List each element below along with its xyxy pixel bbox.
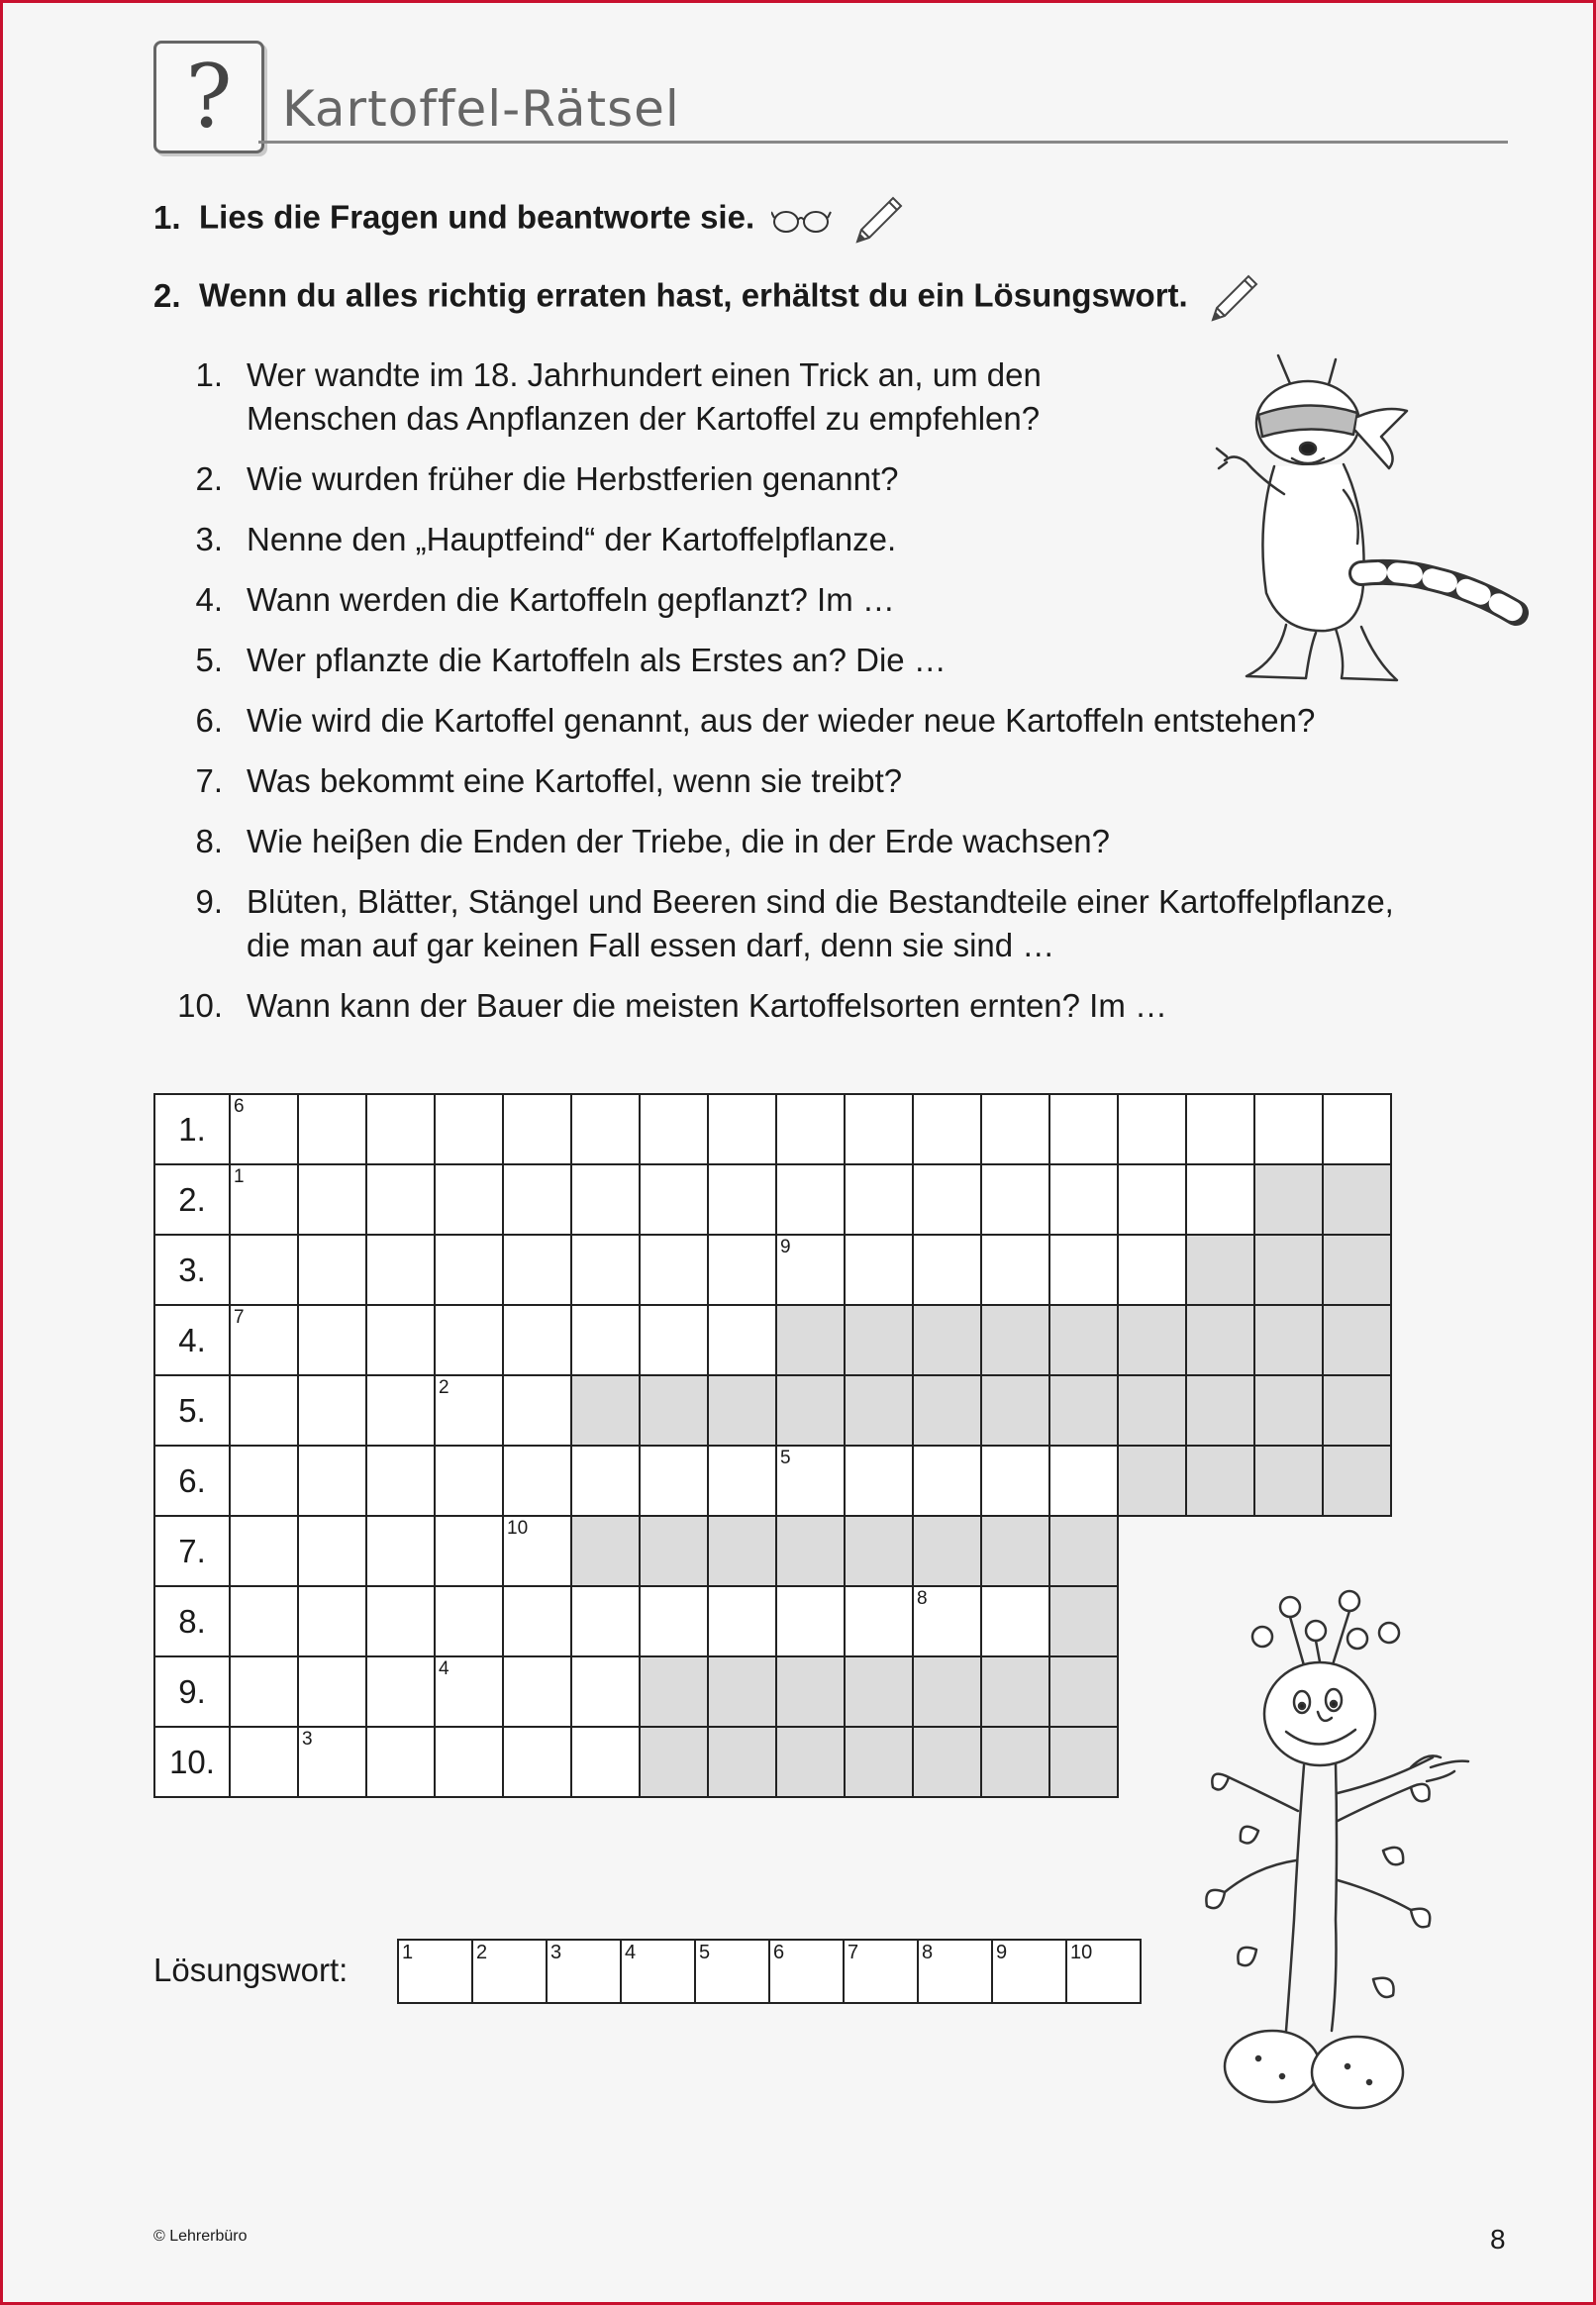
empty-space — [1118, 1656, 1186, 1727]
shaded-cell — [913, 1727, 981, 1797]
empty-space — [1186, 1516, 1254, 1586]
letter-cell[interactable] — [230, 1727, 298, 1797]
letter-cell[interactable] — [640, 1164, 708, 1235]
solution-box[interactable] — [992, 1940, 1066, 2003]
letter-cell[interactable] — [503, 1727, 571, 1797]
empty-space — [1118, 1586, 1186, 1656]
row-label: 10. — [154, 1727, 230, 1797]
question-text: Wann kann der Bauer die meisten Kartoffelsorten ernten? Im … — [247, 987, 1167, 1024]
empty-space — [1118, 1516, 1186, 1586]
letter-cell[interactable] — [776, 1164, 845, 1235]
letter-cell[interactable] — [298, 1516, 366, 1586]
solution-box-number: 1 — [402, 1942, 414, 1963]
solution-boxes — [397, 1939, 1142, 2004]
shaded-cell — [845, 1727, 913, 1797]
solution-box[interactable] — [844, 1940, 918, 2003]
shaded-cell — [845, 1516, 913, 1586]
solution-box-number: 7 — [848, 1942, 859, 1963]
shaded-cell — [981, 1727, 1049, 1797]
shaded-cell — [913, 1305, 981, 1375]
letter-cell[interactable] — [230, 1235, 298, 1305]
letter-cell[interactable] — [503, 1446, 571, 1516]
letter-cell[interactable] — [913, 1446, 981, 1516]
solution-box-number: 9 — [996, 1942, 1008, 1963]
letter-cell[interactable] — [298, 1586, 366, 1656]
empty-space — [1323, 1516, 1391, 1586]
shaded-cell — [708, 1727, 776, 1797]
question-text: Wann werden die Kartoffeln gepflanzt? Im … — [247, 581, 895, 618]
question-text: Wie heiβen die Enden der Triebe, die in der Erde wachsen? — [247, 823, 1111, 859]
glasses-icon — [771, 204, 833, 236]
pencil-icon — [1205, 270, 1260, 326]
letter-cell[interactable] — [366, 1586, 435, 1656]
letter-cell[interactable] — [435, 1727, 503, 1797]
letter-cell[interactable] — [845, 1235, 913, 1305]
grid-row — [154, 1164, 1391, 1235]
letter-cell[interactable] — [571, 1656, 640, 1727]
letter-cell[interactable] — [503, 1094, 571, 1164]
letter-cell[interactable] — [230, 1586, 298, 1656]
question-text: Blüten, Blätter, Stängel und Beeren sind die Bestandteile einer Kartoffelpflanze, — [247, 883, 1394, 920]
letter-cell[interactable] — [230, 1164, 298, 1235]
letter-cell[interactable] — [981, 1235, 1049, 1305]
solution-box[interactable] — [918, 1940, 992, 2003]
shaded-cell — [640, 1375, 708, 1446]
potato-plant-illustration — [1199, 1583, 1536, 2157]
question-number: 1. — [195, 356, 223, 393]
question-mark-icon: ? — [153, 41, 264, 153]
page-number: 8 — [1490, 2224, 1506, 2255]
question-number: 7. — [195, 762, 223, 799]
row-label: 8. — [154, 1586, 230, 1656]
shaded-cell — [640, 1516, 708, 1586]
letter-cell[interactable] — [298, 1305, 366, 1375]
shaded-cell — [776, 1516, 845, 1586]
letter-cell[interactable] — [366, 1375, 435, 1446]
letter-cell[interactable] — [298, 1727, 366, 1797]
letter-cell[interactable] — [230, 1094, 298, 1164]
question-text: Was bekommt eine Kartoffel, wenn sie treibt? — [247, 762, 903, 799]
letter-cell[interactable] — [366, 1164, 435, 1235]
shaded-cell — [708, 1375, 776, 1446]
letter-cell[interactable] — [1049, 1446, 1118, 1516]
letter-cell[interactable] — [571, 1235, 640, 1305]
letter-cell[interactable] — [981, 1586, 1049, 1656]
letter-cell[interactable] — [640, 1586, 708, 1656]
shaded-cell — [1186, 1375, 1254, 1446]
letter-cell[interactable] — [366, 1446, 435, 1516]
task-1 — [153, 192, 905, 248]
letter-cell[interactable] — [776, 1446, 845, 1516]
shaded-cell — [845, 1375, 913, 1446]
solution-index-number: 7 — [234, 1307, 245, 1328]
shaded-cell — [640, 1656, 708, 1727]
letter-cell[interactable] — [1118, 1235, 1186, 1305]
letter-cell[interactable] — [1049, 1094, 1118, 1164]
letter-cell[interactable] — [640, 1305, 708, 1375]
row-label: 6. — [154, 1446, 230, 1516]
grid-row — [154, 1094, 1391, 1164]
question-text: Wie wurden früher die Herbstferien genannt? — [247, 460, 899, 497]
shaded-cell — [1186, 1305, 1254, 1375]
solution-label: Lösungswort: — [153, 1952, 349, 1988]
shaded-cell — [708, 1656, 776, 1727]
shaded-cell — [981, 1375, 1049, 1446]
question-text: Menschen das Anpflanzen der Kartoffel zu empfehlen? — [247, 400, 1041, 437]
letter-cell[interactable] — [571, 1094, 640, 1164]
solution-box[interactable] — [547, 1940, 621, 2003]
letter-cell[interactable] — [1049, 1235, 1118, 1305]
shaded-cell — [1049, 1516, 1118, 1586]
shaded-cell — [1323, 1305, 1391, 1375]
letter-cell[interactable] — [230, 1446, 298, 1516]
letter-cell[interactable] — [230, 1305, 298, 1375]
shaded-cell — [1254, 1446, 1323, 1516]
question-number: 2. — [195, 460, 223, 497]
question-number: 4. — [195, 581, 223, 618]
letter-cell[interactable] — [571, 1446, 640, 1516]
shaded-cell — [845, 1656, 913, 1727]
grid-row — [154, 1516, 1391, 1586]
shaded-cell — [1186, 1446, 1254, 1516]
shaded-cell — [1323, 1375, 1391, 1446]
letter-cell[interactable] — [298, 1094, 366, 1164]
letter-cell[interactable] — [230, 1375, 298, 1446]
letter-cell[interactable] — [776, 1094, 845, 1164]
letter-cell[interactable] — [435, 1164, 503, 1235]
question-text: Wie wird die Kartoffel genannt, aus der wieder neue Kartoffeln entstehen? — [247, 702, 1316, 739]
question-number: 3. — [195, 521, 223, 557]
shaded-cell — [1186, 1235, 1254, 1305]
question-item — [161, 699, 1528, 743]
empty-space — [1254, 1516, 1323, 1586]
solution-index-number: 5 — [780, 1448, 791, 1468]
solution-index-number: 4 — [439, 1658, 449, 1679]
row-label: 2. — [154, 1164, 230, 1235]
letter-cell[interactable] — [571, 1586, 640, 1656]
letter-cell[interactable] — [776, 1235, 845, 1305]
shaded-cell — [1254, 1375, 1323, 1446]
row-label: 4. — [154, 1305, 230, 1375]
letter-cell[interactable] — [1254, 1094, 1323, 1164]
letter-cell[interactable] — [708, 1305, 776, 1375]
letter-cell[interactable] — [845, 1094, 913, 1164]
solution-index-number: 3 — [302, 1729, 313, 1750]
letter-cell[interactable] — [435, 1235, 503, 1305]
letter-cell[interactable] — [503, 1375, 571, 1446]
letter-cell[interactable] — [298, 1235, 366, 1305]
letter-cell[interactable] — [503, 1656, 571, 1727]
question-number: 5. — [195, 642, 223, 678]
raccoon-illustration — [1187, 346, 1544, 692]
letter-cell[interactable] — [1323, 1094, 1391, 1164]
letter-cell[interactable] — [298, 1656, 366, 1727]
shaded-cell — [1049, 1727, 1118, 1797]
letter-cell[interactable] — [913, 1586, 981, 1656]
question-item — [161, 820, 1528, 863]
letter-cell[interactable] — [435, 1375, 503, 1446]
letter-cell[interactable] — [298, 1446, 366, 1516]
letter-cell[interactable] — [913, 1094, 981, 1164]
row-label: 9. — [154, 1656, 230, 1727]
letter-cell[interactable] — [230, 1656, 298, 1727]
shaded-cell — [1254, 1164, 1323, 1235]
letter-cell[interactable] — [366, 1727, 435, 1797]
letter-cell[interactable] — [1186, 1164, 1254, 1235]
solution-index-number: 6 — [234, 1096, 245, 1117]
solution-box[interactable] — [472, 1940, 547, 2003]
shaded-cell — [776, 1375, 845, 1446]
solution-index-number: 10 — [507, 1518, 529, 1539]
question-text: die man auf gar keinen Fall essen darf, denn sie sind … — [247, 927, 1055, 963]
grid-row — [154, 1375, 1391, 1446]
letter-cell[interactable] — [1118, 1094, 1186, 1164]
question-text: Wer wandte im 18. Jahrhundert einen Trick an, um den — [247, 356, 1042, 393]
shaded-cell — [776, 1656, 845, 1727]
letter-cell[interactable] — [503, 1235, 571, 1305]
letter-cell[interactable] — [981, 1446, 1049, 1516]
title-underline — [258, 141, 1508, 144]
letter-cell[interactable] — [981, 1094, 1049, 1164]
task-text: Wenn du alles richtig erraten hast, erhältst du ein Lösungswort. — [199, 276, 1188, 314]
shaded-cell — [981, 1516, 1049, 1586]
letter-cell[interactable] — [298, 1375, 366, 1446]
letter-cell[interactable] — [503, 1586, 571, 1656]
letter-cell[interactable] — [571, 1727, 640, 1797]
letter-cell[interactable] — [435, 1305, 503, 1375]
letter-cell[interactable] — [366, 1656, 435, 1727]
letter-cell[interactable] — [913, 1235, 981, 1305]
letter-cell[interactable] — [503, 1516, 571, 1586]
letter-cell[interactable] — [913, 1164, 981, 1235]
question-text: Nenne den „Hauptfeind“ der Kartoffelpflanze. — [247, 521, 897, 557]
shaded-cell — [1323, 1235, 1391, 1305]
letter-cell[interactable] — [708, 1446, 776, 1516]
letter-cell[interactable] — [1118, 1164, 1186, 1235]
letter-cell[interactable] — [776, 1586, 845, 1656]
shaded-cell — [640, 1727, 708, 1797]
solution-index-number: 2 — [439, 1377, 449, 1398]
shaded-cell — [845, 1305, 913, 1375]
shaded-cell — [981, 1656, 1049, 1727]
shaded-cell — [1118, 1375, 1186, 1446]
solution-box[interactable] — [1066, 1940, 1141, 2003]
letter-cell[interactable] — [503, 1305, 571, 1375]
shaded-cell — [913, 1516, 981, 1586]
shaded-cell — [1323, 1164, 1391, 1235]
letter-cell[interactable] — [708, 1235, 776, 1305]
solution-index-number: 9 — [780, 1237, 791, 1257]
letter-cell[interactable] — [366, 1235, 435, 1305]
grid-row — [154, 1446, 1391, 1516]
letter-cell[interactable] — [1049, 1164, 1118, 1235]
letter-cell[interactable] — [708, 1164, 776, 1235]
shaded-cell — [776, 1305, 845, 1375]
letter-cell[interactable] — [503, 1164, 571, 1235]
letter-cell[interactable] — [640, 1235, 708, 1305]
row-label: 7. — [154, 1516, 230, 1586]
shaded-cell — [1118, 1446, 1186, 1516]
letter-cell[interactable] — [708, 1094, 776, 1164]
empty-space — [1118, 1727, 1186, 1797]
row-label: 3. — [154, 1235, 230, 1305]
question-text: Wer pflanzte die Kartoffeln als Erstes an? Die … — [247, 642, 947, 678]
letter-cell[interactable] — [571, 1164, 640, 1235]
copyright-text: © Lehrerbüro — [153, 2228, 248, 2245]
letter-cell[interactable] — [435, 1446, 503, 1516]
grid-row — [154, 1305, 1391, 1375]
solution-box[interactable] — [769, 1940, 844, 2003]
letter-cell[interactable] — [845, 1586, 913, 1656]
solution-box-number: 8 — [922, 1942, 934, 1963]
letter-cell[interactable] — [435, 1586, 503, 1656]
shaded-cell — [1254, 1235, 1323, 1305]
question-number: 8. — [195, 823, 223, 859]
row-label: 1. — [154, 1094, 230, 1164]
shaded-cell — [913, 1656, 981, 1727]
letter-cell[interactable] — [571, 1305, 640, 1375]
question-number: 9. — [195, 883, 223, 920]
solution-index-number: 1 — [234, 1166, 245, 1187]
letter-cell[interactable] — [435, 1094, 503, 1164]
solution-box[interactable] — [695, 1940, 769, 2003]
question-item — [161, 984, 1528, 1028]
solution-box-number: 4 — [625, 1942, 637, 1963]
letter-cell[interactable] — [435, 1516, 503, 1586]
solution-box[interactable] — [621, 1940, 695, 2003]
letter-cell[interactable] — [845, 1446, 913, 1516]
shaded-cell — [981, 1305, 1049, 1375]
letter-cell[interactable] — [366, 1094, 435, 1164]
solution-box-number: 6 — [773, 1942, 785, 1963]
letter-cell[interactable] — [366, 1305, 435, 1375]
question-number: 6. — [195, 702, 223, 739]
shaded-cell — [708, 1516, 776, 1586]
solution-box-number: 2 — [476, 1942, 488, 1963]
task-number: 1. — [153, 198, 181, 236]
shaded-cell — [913, 1375, 981, 1446]
shaded-cell — [1049, 1305, 1118, 1375]
solution-box[interactable] — [398, 1940, 472, 2003]
letter-cell[interactable] — [1186, 1094, 1254, 1164]
letter-cell[interactable] — [981, 1164, 1049, 1235]
letter-cell[interactable] — [845, 1164, 913, 1235]
question-item — [161, 880, 1528, 967]
letter-cell[interactable] — [298, 1164, 366, 1235]
solution-box-number: 5 — [699, 1942, 711, 1963]
question-item — [161, 759, 1528, 803]
shaded-cell — [1049, 1656, 1118, 1727]
task-number: 2. — [153, 276, 181, 314]
letter-cell[interactable] — [366, 1516, 435, 1586]
solution-index-number: 8 — [917, 1588, 928, 1609]
solution-box-number: 10 — [1070, 1942, 1093, 1963]
pencil-icon — [849, 192, 905, 248]
row-label: 5. — [154, 1375, 230, 1446]
letter-cell[interactable] — [230, 1516, 298, 1586]
letter-cell[interactable] — [640, 1094, 708, 1164]
shaded-cell — [571, 1375, 640, 1446]
solution-box-number: 3 — [550, 1942, 562, 1963]
letter-cell[interactable] — [708, 1586, 776, 1656]
letter-cell[interactable] — [435, 1656, 503, 1727]
shaded-cell — [776, 1727, 845, 1797]
grid-row — [154, 1235, 1391, 1305]
shaded-cell — [1118, 1305, 1186, 1375]
page-title: Kartoffel-Rätsel — [282, 80, 680, 138]
task-text: Lies die Fragen und beantworte sie. — [199, 198, 755, 236]
shaded-cell — [1323, 1446, 1391, 1516]
question-number: 10. — [177, 987, 223, 1024]
shaded-cell — [1049, 1586, 1118, 1656]
shaded-cell — [1254, 1305, 1323, 1375]
shaded-cell — [571, 1516, 640, 1586]
task-2 — [153, 270, 1260, 326]
shaded-cell — [1049, 1375, 1118, 1446]
letter-cell[interactable] — [640, 1446, 708, 1516]
